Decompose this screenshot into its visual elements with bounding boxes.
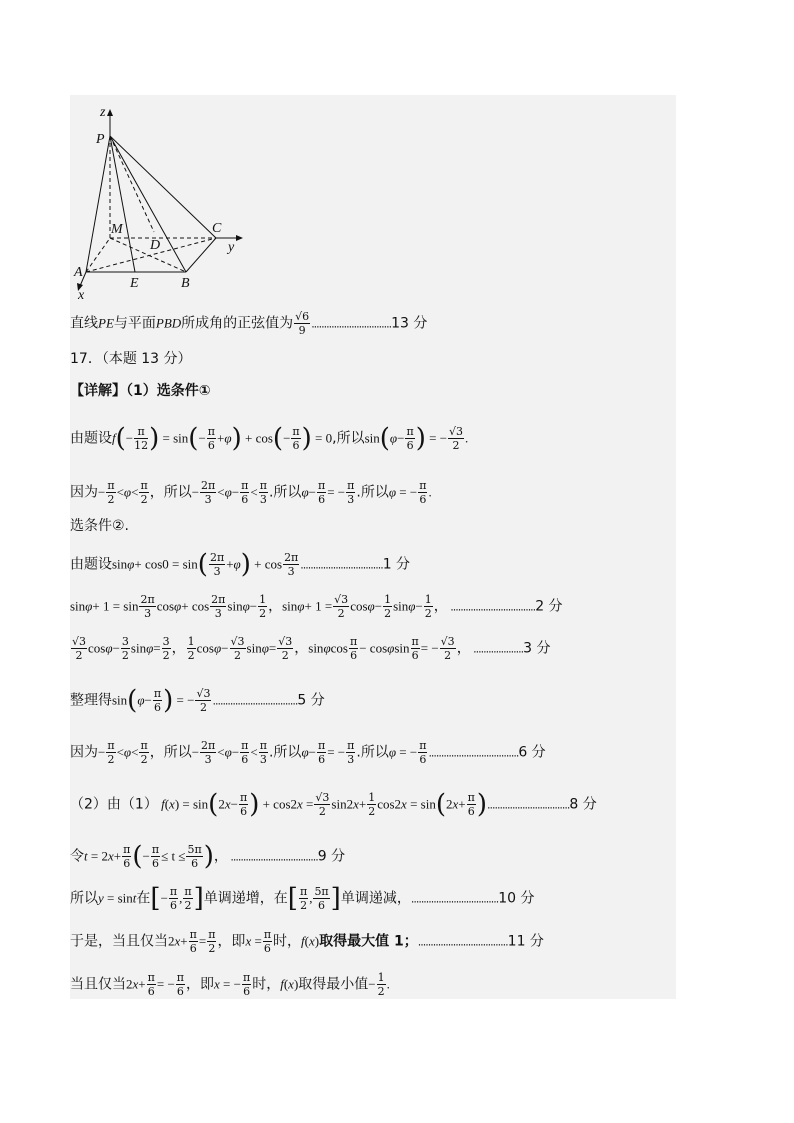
max-line: 于是，当且仅当2x+ $\frac{\pi}{6}$ = $\frac{\pi}{2}$ ，即x = $\frac{\pi}{6}$ 时，f(x)取得最大值 1；....................................11 分 [70, 928, 544, 955]
label-D: D [150, 238, 161, 253]
label-P: P [96, 132, 105, 147]
question-17-title: 17．（本题 13 分） [70, 351, 192, 367]
label-E: E [130, 276, 139, 291]
edge-PA [86, 136, 110, 272]
detail-heading: 【详解】（1）选条件① [70, 383, 211, 399]
cond2-line3: $\frac{√3}{2}$ cosφ− $\frac{3}{2}$ sinφ= $\frac{3}{2}$ ， $\frac{1}{2}$ cosφ− $\frac{√3}{2}$ sinφ= $\frac{√3}{2}$ ，sinφcos $\frac{\pi}{6}$ − cosφsin $\frac{\pi}{6}$ = − $\frac{√3}{2}$ ， ....................3 分 [72, 635, 551, 662]
cond1-line2: 因为− $\frac{\pi}{2}$ <φ< $\frac{\pi}{2}$ ，所以− $\frac{2\pi}{3}$ <φ− $\frac{\pi}{6}$ < $\frac{\pi}{3}$ .所以φ− $\frac{\pi}{6}$ = − $\frac{\pi}{3}$ .所以φ = − $\frac{\pi}{6}$ . [70, 479, 432, 506]
document-body [70, 95, 676, 999]
edge-PD [110, 136, 154, 232]
edge-MB [110, 238, 186, 272]
conclusion-line: 直线PE与平面PBD所成角的正弦值为 $\frac{√6}{9}$ ................................13 分 [70, 310, 428, 337]
cond2-line1: 由题设sinφ+ cos0 = sin( $\frac{2\pi}{3}$ +φ) + cos $\frac{2\pi}{3}$ .................................1 分 [70, 549, 411, 580]
label-z: z [100, 105, 106, 120]
y-arrow [236, 235, 243, 241]
label-x: x [78, 288, 85, 301]
label-C: C [212, 221, 222, 236]
let-t-line: 令t = 2x+ $\frac{\pi}{6}$ (− $\frac{\pi}{6}$ ≤ t ≤ $\frac{5\pi}{6}$ )， ...................................9 分 [70, 841, 346, 872]
min-line: 当且仅当2x+ $\frac{\pi}{6}$ = − $\frac{\pi}{6}$ ，即x = − $\frac{\pi}{6}$ 时，f(x)取得最小值− $\frac{1}{2}$ . [70, 971, 390, 998]
pyramid-figure [70, 101, 260, 301]
z-arrow [107, 109, 113, 116]
arrange-line: 整理得sin(φ− $\frac{\pi}{6}$ ) = − $\frac{√3}{2}$ ..................................5 分 [70, 685, 325, 716]
edge-PB [110, 136, 186, 272]
because-line-score6: 因为− $\frac{\pi}{2}$ <φ< $\frac{\pi}{2}$ ，所以− $\frac{2\pi}{3}$ <φ− $\frac{\pi}{6}$ < $\frac{\pi}{3}$ .所以φ− $\frac{\pi}{6}$ = − $\frac{\pi}{3}$ .所以φ = − $\frac{\pi}{6}$ ....................................6 分 [70, 739, 546, 766]
label-A: A [74, 265, 83, 280]
edge-BC [186, 238, 216, 272]
part2-line: （2）由（1） f(x) = sin(2x− $\frac{\pi}{6}$ ) + cos2x = $\frac{√3}{2}$ sin2x+ $\frac{1}{2}$ cos2x = sin(2x+ $\frac{\pi}{6}$ ).................................8 分 [70, 789, 597, 820]
label-B: B [181, 276, 190, 291]
cond2-heading: 选条件②. [70, 518, 130, 534]
monotonic-line: 所以y = sint在[− $\frac{\pi}{6}$ , $\frac{\pi}{2}$ ]单调递增，在[ $\frac{\pi}{2}$ , $\frac{5\pi}{6}$ ]单调递减，...................................10 分 [70, 883, 535, 914]
label-y: y [228, 240, 235, 255]
cond1-line1: 由题设f(− $\frac{\pi}{12}$ ) = sin(− $\frac{\pi}{6}$ +φ) + cos(− $\frac{\pi}{6}$ ) = 0,所以sin(φ− $\frac{\pi}{6}$ ) = − $\frac{√3}{2}$ . [70, 423, 469, 454]
label-M: M [111, 222, 123, 237]
cond2-line2: sinφ+ 1 = sin $\frac{2\pi}{3}$ cosφ+ cos $\frac{2\pi}{3}$ sinφ− $\frac{1}{2}$ ，sinφ+ 1 = $\frac{√3}{2}$ cosφ− $\frac{1}{2}$ sinφ− $\frac{1}{2}$ ， ..................................2 分 [70, 593, 563, 620]
